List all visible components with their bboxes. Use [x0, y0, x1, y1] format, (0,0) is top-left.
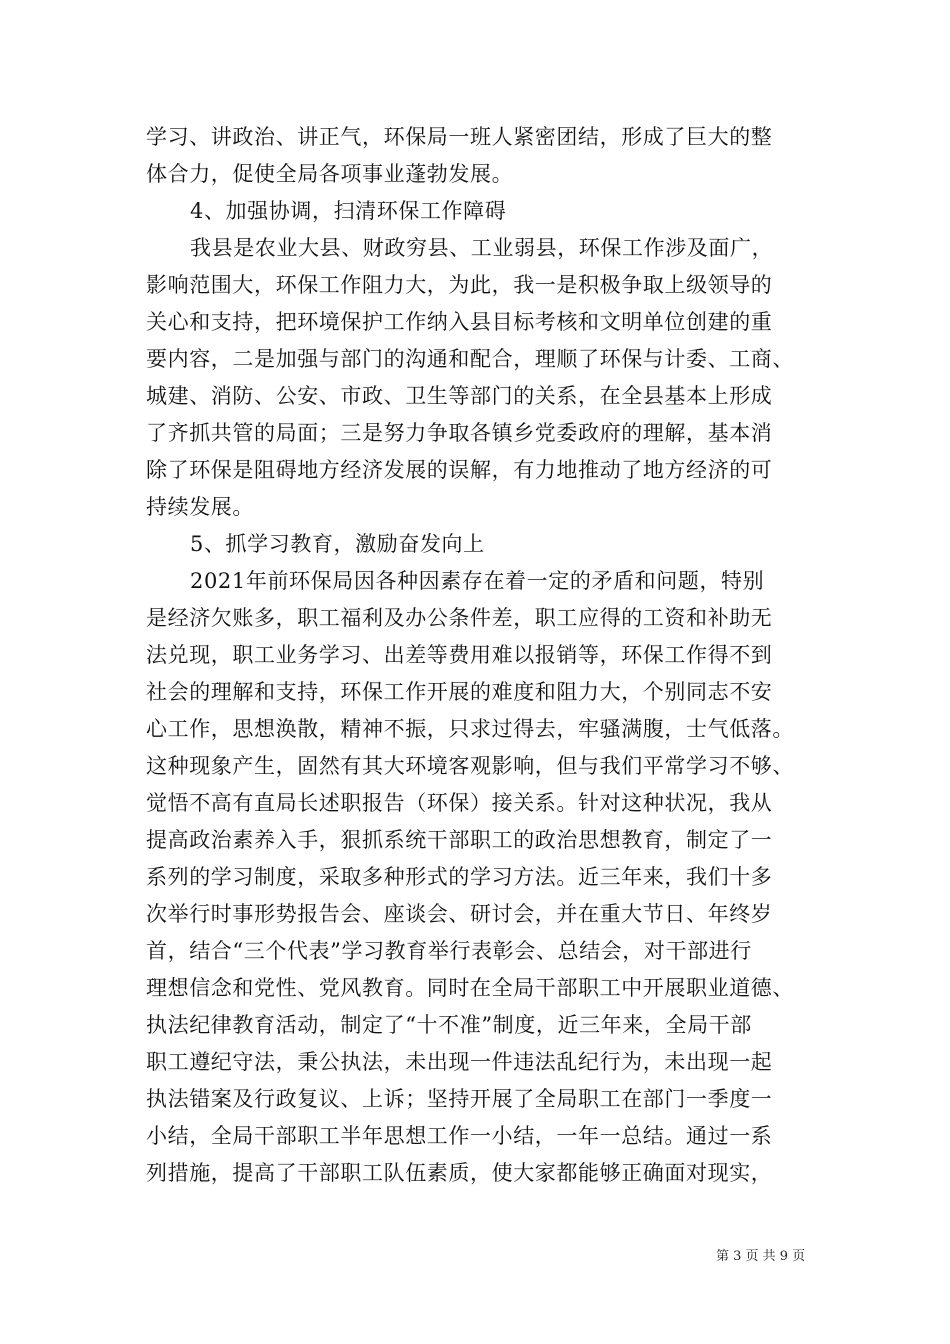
- text-line: 体合力，促使全局各项事业蓬勃发展。: [146, 162, 514, 186]
- text-line: 职工遵纪守法，秉公执法，未出现一件违法乱纪行为，未出现一起: [146, 1050, 773, 1074]
- section-heading: 5、抓学习教育，激励奋发向上: [190, 532, 485, 556]
- text-line: 执法错案及行政复议、上诉；坚持开展了全局职工在部门一季度一: [146, 1087, 773, 1111]
- text-line: 要内容，二是加强与部门的沟通和配合，理顺了环保与计委、工商、: [146, 347, 794, 371]
- text-line: 2021年前环保局因各种因素存在着一定的矛盾和问题，特别: [190, 569, 765, 593]
- text-line: 小结，全局干部职工半年思想工作一小结，一年一总结。通过一系: [146, 1124, 773, 1148]
- text-line: 关心和支持，把环境保护工作纳入县目标考核和文明单位创建的重: [146, 310, 773, 334]
- text-line: 理想信念和党性、党风教育。同时在全局干部职工中开展职业道德、: [146, 976, 794, 1000]
- section-heading: 4、加强协调，扫清环保工作障碍: [190, 199, 507, 223]
- text-line: 次举行时事形势报告会、座谈会、研讨会，并在重大节日、年终岁: [146, 902, 773, 926]
- text-line: 法兑现，职工业务学习、出差等费用难以报销等，环保工作得不到: [146, 643, 773, 667]
- text-line: 系列的学习制度，采取多种形式的学习方法。近三年来，我们十多: [146, 865, 773, 889]
- text-line: 提高政治素养入手，狠抓系统干部职工的政治思想教育，制定了一: [146, 828, 773, 852]
- text-line: 持续发展。: [146, 495, 254, 519]
- page-number: 第 3 页 共 9 页: [716, 1249, 806, 1264]
- text-line: 执法纪律教育活动，制定了“十不准”制度，近三年来，全局干部: [146, 1013, 752, 1037]
- text-line: 城建、消防、公安、市政、卫生等部门的关系，在全县基本上形成: [146, 384, 773, 408]
- text-line: 了齐抓共管的局面；三是努力争取各镇乡党委政府的理解，基本消: [146, 421, 773, 445]
- text-line: 心工作，思想涣散，精神不振，只求过得去，牢骚满腹，士气低落。: [146, 717, 794, 741]
- text-line: 列措施，提高了干部职工队伍素质，使大家都能够正确面对现实，: [146, 1161, 773, 1185]
- text-line: 这种现象产生，固然有其大环境客观影响，但与我们平常学习不够、: [146, 754, 794, 778]
- text-line: 我县是农业大县、财政穷县、工业弱县，环保工作涉及面广，: [190, 236, 774, 260]
- text-line: 觉悟不高有直局长述职报告（环保）接关系。针对这种状况，我从: [146, 791, 773, 815]
- text-line: 除了环保是阻碍地方经济发展的误解，有力地推动了地方经济的可: [146, 458, 773, 482]
- text-line: 影响范围大，环保工作阻力大，为此，我一是积极争取上级领导的: [146, 273, 773, 297]
- text-line: 社会的理解和支持，环保工作开展的难度和阻力大，个别同志不安: [146, 680, 773, 704]
- text-line: 学习、讲政治、讲正气，环保局一班人紧密团结，形成了巨大的整: [146, 125, 773, 149]
- text-line: 首，结合“三个代表”学习教育举行表彰会、总结会，对干部进行: [146, 939, 752, 963]
- text-line: 是经济欠账多，职工福利及办公条件差，职工应得的工资和补助无: [146, 606, 773, 630]
